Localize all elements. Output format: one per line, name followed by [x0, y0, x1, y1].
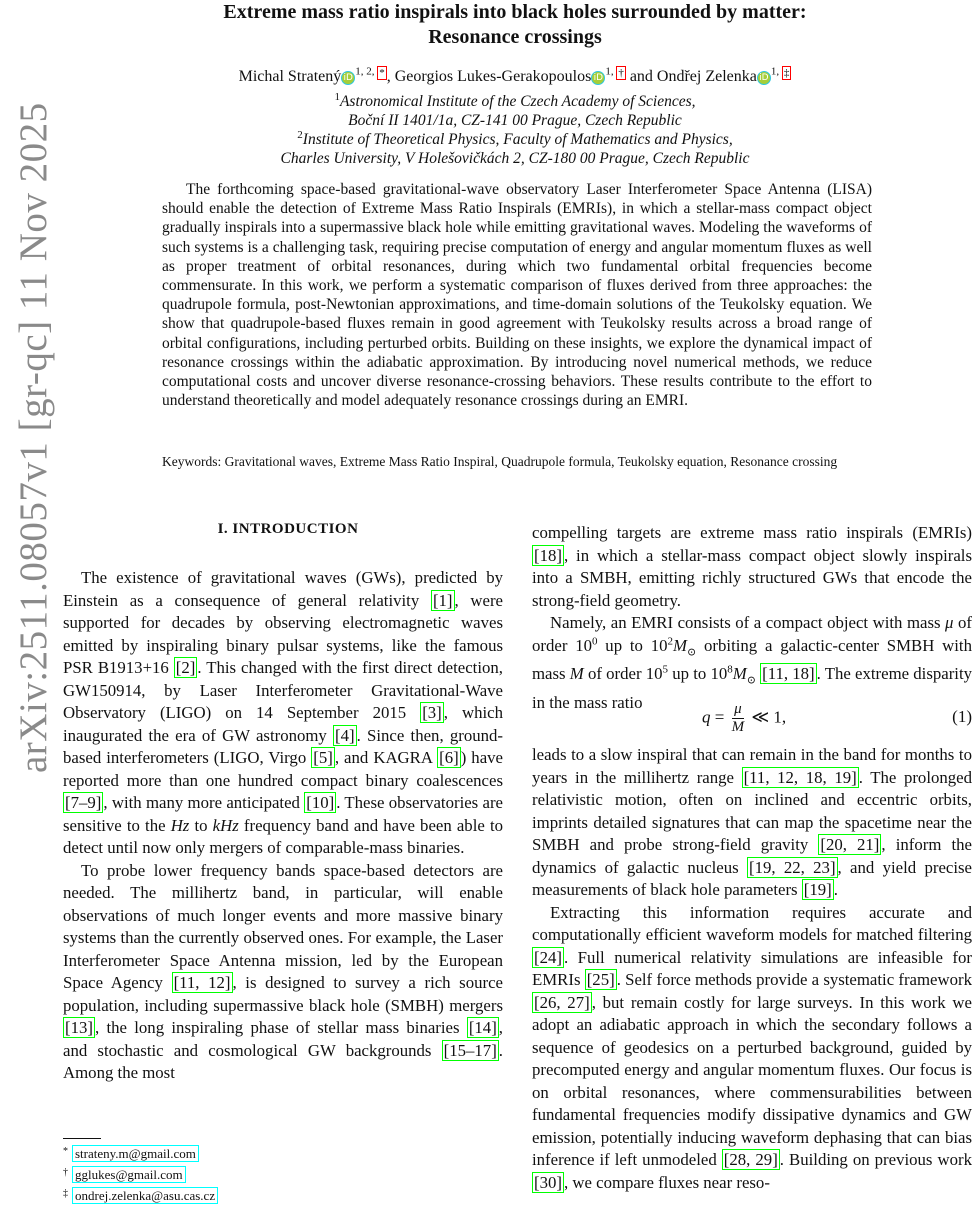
author-separator: and — [625, 68, 657, 85]
arxiv-sidebar-stamp: arXiv:2511.08057v1 [gr-qc] 11 Nov 2025 — [12, 102, 55, 773]
author-name: Georgios Lukes-Gerakopoulos — [394, 68, 592, 85]
right-column-bottom — [532, 744, 972, 1194]
affiliation-line: Charles University, V Holešovičkách 2, CZ-180 00 Prague, Czech Republic — [280, 150, 750, 167]
citation-link[interactable]: [10] — [306, 793, 335, 812]
footnote-rule — [63, 1138, 101, 1139]
abstract: The forthcoming space-based gravitational-wave observatory Laser Interferometer Space Antenna (LISA) should enable the detection of Extreme Mass Ratio Inspirals (EMRIs), in which a stellar-mass compact object gradually inspirals into a supermassive black hole while emitting gravitational waves. Modeling the waveforms of such systems is a challenging task, requiring precise computation of energy and angular momentum fluxes as well as proper treatment of orbital resonances, during which two fundamental orbital frequencies become commensurate. In this work, we perform a systematic comparison of fluxes derived from three approaches: the quadrupole formula, post-Newtonian approximations, and time-domain solutions of the Teukolsky equation. We show that quadrupole-based fluxes remain in good agreement with Teukolsky results across a broad range of orbital configurations, including perturbed orbits. Building on these insights, we explore the dynamical impact of resonance crossings within the adiabatic approximation. By introducing novel numerical methods, we reduce computational costs and uncover diverse resonance-crossing behaviors. These results contribute to the effort to understand theoretically and model adequately resonance crossings during an EMRI. — [162, 181, 872, 410]
affiliation-number: 2 — [297, 128, 303, 141]
citation-link[interactable]: [14] — [468, 1018, 497, 1037]
footnote: ‡ ondrej.zelenka@asu.cas.cz — [63, 1184, 503, 1205]
right-column-top — [532, 522, 972, 715]
author-separator: , — [386, 68, 395, 85]
citation-link[interactable]: [15–17] — [443, 1040, 497, 1060]
footnote-link[interactable]: * — [379, 67, 385, 79]
title-line-1: Extreme mass ratio inspirals into black holes surrounded by matter: — [223, 1, 807, 23]
citation-link[interactable]: [28, 29] — [723, 1150, 778, 1169]
footnote: * strateny.m@gmail.com — [63, 1142, 503, 1163]
affiliation-1 — [120, 92, 910, 130]
title-line-2: Resonance crossings — [428, 26, 602, 48]
paragraph: The existence of gravitational waves (GWs), predicted by Einstein as a consequence of general relativity [1] , were supported for decades by observing electromagnetic waves emitted by inspiraling binary pulsar systems, like the famous PSR B1913+16 [2] . This changed with the first direct detection, GW150914, by Laser Interferometer Gravitational-Wave Observatory (LIGO) on 14 September 2015 [3] , which inaugurated the era of GW astronomy [4] . Since then, ground-based interferometers (LIGO, Virgo [5] , and KAGRA [6] ) have reported more than one hundred compact binary coalescences [7–9] , with many more anticipated [10] . These observatories are sensitive to the Hz to kHz frequency band and have been able to detect until now only mergers of comparable-mass binaries. — [63, 568, 504, 857]
citation-link[interactable]: [13] — [65, 1018, 93, 1037]
citation-link[interactable]: [19, 22, 23] — [749, 857, 836, 877]
author-name: Michal Stratený — [238, 68, 342, 85]
citation-link[interactable]: [6] — [439, 748, 459, 767]
email-link[interactable]: ondrej.zelenka@asu.cas.cz — [72, 1187, 218, 1204]
paragraph: leads to a slow inspiral that can remain in the band for months to years in the millihertz range [11, 12, 18, 19] . The prolonged relativistic motion, often on inclined and eccentric orbits, imprints detailed signatures that can map the spacetime near the SMBH and probe strong-field gravity [20, 21] , inform the dynamics of galactic nucleus [19, 22, 23] , and yield precise measurements of black hole parameters [19] . — [532, 745, 972, 899]
citation-link[interactable]: [24] — [534, 947, 562, 967]
author-affiliation-marks: 1, — [605, 65, 617, 78]
citation-link[interactable]: [11, 12, 18, 19] — [743, 767, 857, 787]
citation-link[interactable]: [3] — [422, 703, 442, 722]
email-link[interactable]: strateny.m@gmail.com — [72, 1145, 199, 1162]
citation-link[interactable]: [11, 18] — [762, 664, 815, 684]
footnote-link[interactable]: † — [618, 67, 624, 79]
footnote: † gglukes@gmail.com — [63, 1163, 503, 1184]
citation-link[interactable]: [11, 12] — [173, 973, 231, 992]
author-list — [120, 66, 910, 88]
keywords: Keywords: Gravitational waves, Extreme Mass Ratio Inspiral, Quadrupole formula, Teukolsky equation, Resonance crossing — [162, 454, 838, 469]
citation-link[interactable]: [25] — [586, 970, 615, 989]
citation-link[interactable]: [4] — [335, 725, 355, 745]
left-column — [63, 567, 503, 1085]
paragraph: Namely, an EMRI consists of a compact object with mass μ of order $10^0$ up to $10^2M_⊙$ orbiting a galactic-center SMBH with mass M of order $10^5$ up to $10^8M_⊙$ [11, 18] . The extreme disparity in the mass ratio — [532, 613, 972, 713]
author-affiliation-marks: 1, — [770, 65, 782, 78]
citation-link[interactable]: [2] — [175, 658, 196, 677]
citation-link[interactable]: [30] — [534, 1172, 562, 1192]
affiliation-line: Institute of Theoretical Physics, Faculty of Mathematics and Physics, — [302, 131, 733, 148]
citation-link[interactable]: [19] — [803, 880, 832, 899]
affiliation-number: 1 — [334, 90, 340, 103]
paper-title — [120, 0, 910, 50]
footnote-link[interactable]: ‡ — [783, 67, 790, 79]
orcid-icon[interactable]: iD — [757, 71, 771, 85]
equation-lhs: q — [702, 707, 711, 727]
paragraph: To probe lower frequency bands space-based detectors are needed. The millihertz band, in particular, will enable observations of much longer events and more massive binary systems than the currently observed ones. For example, the Laser Interferometer Space Antenna mission, led by the European Space Agency [11, 12] , is designed to survey a rich source population, including supermassive black hole (SMBH) mergers [13] , the long inspiraling phase of stellar mass binaries [14] , and stochastic and cosmological GW backgrounds [15–17] . Among the most — [63, 860, 503, 1082]
mass-ratio-fraction: $\frac{\mu}{M}$ — [731, 701, 745, 735]
orcid-icon[interactable]: iD — [341, 71, 355, 85]
paragraph: Extracting this information requires accurate and computationally efficient waveform models for matched filtering [24] . Full numerical relativity simulations are infeasible for EMRIs [25] . Self force methods provide a systematic framework [26, 27] , but remain costly for large surveys. In this work we adopt an adiabatic approach in which the secondary follows a sequence of geodesics on a perturbed background, guided by precomputed energy and angular momentum fluxes. Our focus is on orbital resonances, where commensurabilities between fundamental frequencies modify dissipative dynamics and GW emission, potentially inducing waveform dephasing that can bias inference if left unmodeled [28, 29] . Building on previous work [30] , we compare fluxes near reso- — [532, 902, 972, 1192]
orcid-icon[interactable]: iD — [591, 71, 605, 85]
footnotes — [63, 1142, 503, 1205]
affiliation-2 — [120, 130, 910, 168]
citation-link[interactable]: [1] — [432, 590, 453, 610]
citation-link[interactable]: [20, 21] — [820, 835, 880, 854]
affiliation-line: Boční II 1401/1a, CZ-141 00 Prague, Czech Republic — [348, 112, 682, 129]
equation-1: q = $\frac{\mu}{M}$ ≪ 1, (1) — [702, 701, 972, 735]
equation-number: (1) — [952, 707, 972, 726]
citation-link[interactable]: [18] — [534, 545, 562, 565]
email-link[interactable]: gglukes@gmail.com — [72, 1166, 186, 1183]
affiliation-line: Astronomical Institute of the Czech Academy of Sciences, — [339, 93, 696, 110]
citation-link[interactable]: [26, 27] — [534, 992, 590, 1012]
author-affiliation-marks: 1, 2, — [355, 65, 378, 78]
paragraph: compelling targets are extreme mass ratio inspirals (EMRIs) [18] , in which a stellar-mass compact object slowly inspirals into a SMBH, emitting richly structured GWs that encode the strong-field geometry. — [532, 523, 972, 610]
citation-link[interactable]: [5] — [313, 748, 333, 767]
section-heading: I. INTRODUCTION — [217, 521, 359, 537]
author-name: Ondřej Zelenka — [656, 68, 757, 85]
citation-link[interactable]: [7–9] — [65, 793, 102, 812]
